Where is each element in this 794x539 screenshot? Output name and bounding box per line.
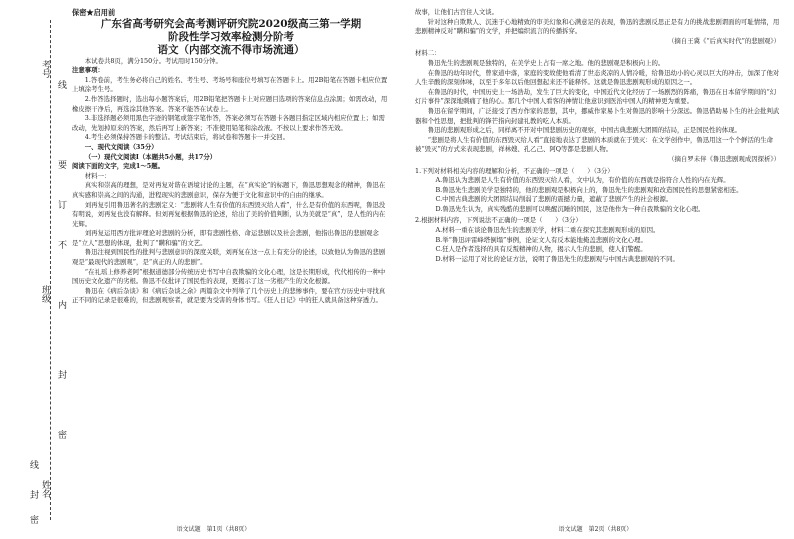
notice-4: 4.考生必须保持答题卡的整洁。考试结束后，将试卷和答题卡一并交回。 — [84, 133, 290, 142]
q2-option-d: D.材料一运用了对比的论证方法，说明了鲁迅先生的悲剧观与中国古典悲剧观的不同。 — [435, 254, 679, 263]
mark-2: 要 — [56, 160, 66, 169]
exam-intro: 本试卷共8页，满分150分。考试用时150分钟。 — [84, 56, 222, 65]
paragraph: 在鲁迅的时代，中国历史上一场浩劫，发生了巨大的变化，中国近代文化经历了一场剧烈的阵痛，鲁迅在日本留学期间的“幻灯片事件”深深地刺痛了他的心。那几个中国人看客的神情让他意识到医治中国人的精神更为重要。 — [415, 87, 777, 106]
q2-option-c: C.狂人是作者选择的具有反叛精神的人物，揭示人生的悲剧，使人们警醒。 — [435, 245, 647, 254]
bottom-mark-2: 封 — [28, 490, 38, 499]
mark-6: 封 — [56, 370, 66, 379]
bottom-mark-1: 线 — [28, 460, 38, 469]
mark-7: 密 — [56, 430, 66, 439]
q1-option-b: B.鲁迅先生悲剧美学是独特的，他的悲剧观是积极向上的，鲁迅先生的悲剧观和改造国民性的思想紧密相连。 — [435, 185, 743, 194]
task-instruction: 阅读下面的文字，完成1～5题。 — [72, 162, 164, 171]
mark-1: 线 — [56, 80, 66, 89]
q2-option-a: A.材料一重在谈论鲁迅先生的悲剧美学，材料二重在探究其悲剧观形成的原因。 — [435, 226, 660, 235]
left-content — [72, 8, 390, 523]
mark-5: 内 — [56, 300, 66, 309]
paragraph: 鲁迅的悲剧观形成之后，同样离不开对中国悲剧历史的观察，中国古典悲剧大团圆的结局，正是国民性的体现。 — [427, 126, 741, 135]
secret-label: 保密★启用前 — [72, 8, 116, 17]
mark-4: 不 — [56, 240, 66, 249]
right-page — [397, 0, 794, 539]
q2-option-b: B.举“鲁迅评雷峰塔倒塌”事例，论证文人有反本能地掩盖悲剧的文化心理。 — [435, 235, 647, 244]
paragraph: “悲剧是将人生有价值的东西毁灭给人看”直接地表达了悲剧的本质就在于毁灭：在文学创作中，鲁迅用这一个个鲜活的生命被“毁灭”的方式来表现悲剧，祥林嫂、孔乙己、阿Q等都是悲剧人物。 — [415, 135, 774, 154]
notice-2: 2.作答选择题时，选出每小题答案后，用2B铅笔把答题卡上对应题目选项的答案信息点涂黑；如需改动，用橡皮擦干净后，再选涂其他答案。答案不能答在试卷上。 — [72, 94, 388, 113]
material-2-label: 材料二： — [415, 49, 441, 58]
subsection-1-heading: （一）现代文阅读Ⅰ（本题共5小题，共17分） — [84, 152, 217, 161]
q1-option-c: C.中国古典悲剧的大团圆结局削弱了悲剧的震撼力量，遮蔽了悲剧产生的社会根源。 — [435, 195, 673, 204]
notice-heading: 注意事项： — [72, 66, 104, 75]
notice-3: 3.非选择题必须用黑色字迹的钢笔或签字笔作答，答案必须写在答题卡各题目指定区域内相应位置上；如需改动，先划掉原来的答案，然后再写上新答案；不准使用铅笔和涂改液。不按以上要求作答无效。 — [72, 114, 385, 132]
paragraph: 鲁迅先生的悲剧观是独特的，在美学史上占有一席之地。他的悲剧观是积极向上的。 — [427, 58, 665, 67]
exam-title-1: 广东省高考研究会高考测评研究院2020级高三第一学期 — [100, 17, 362, 30]
q1-option-d: D.鲁迅先生认为，真实残酷的悲剧可以唤醒沉睡的国民，这是他作为一种自我欺骗的文化心理。 — [435, 204, 705, 213]
paragraph: 真实和崇高的理想，是对再复对谐在语境讨论的主题，在“真实论”的标题下，鲁迅思想观念的精神，鲁迅在真实感和崇高之间的沟通，进程现实的悲剧意识，保存为便于文化和意识中的自由的继承。 — [72, 181, 386, 199]
question-2: 2.根据材料内容，下列说法不正确的一项是（ ）（3分） — [415, 216, 582, 225]
seal-line — [50, 20, 51, 520]
material-1-label: 材料一： — [84, 171, 111, 180]
paragraph: 刘再复运用西方批评理论对悲剧的分析，即有悲剧性格、命运悲剧以及社会悲剧，他指出鲁迅的悲剧观念是“立人”思想的体现，批判了“瞒和骗”的文艺。 — [72, 229, 379, 247]
exam-title-2: 阶段性学习效率检测分阶考 — [168, 30, 294, 43]
kaohao-label: 考号 — [40, 60, 50, 78]
paragraph: 鲁迅在《病后杂谈》和《病后杂谈之余》两篇杂文中列举了几个历史上的悲惨事件，要在官方历史中寻找真正不同的记录是很难的，但悲剧观察者，就是要为受害的身体书写。《狂人日记》中的狂人就具备这种穿透力。 — [72, 286, 386, 305]
right-footer: 语文试题 第2页（共8页） — [558, 526, 633, 533]
right-content — [415, 8, 780, 523]
paragraph: 故事，让他们古宫住人文谈。 — [415, 8, 499, 16]
paragraph: 在鲁迅的幼年时代，曾家道中落，家庭的变故使他看清了世态炎凉的人情冷暖，给鲁迅幼小的心灵以巨大的冲击，加深了他对人生辛酸的深刻体味，以至于多年以后他回想起来还不能释怀。这就是鲁迅悲剧观形成的原因之一。 — [415, 68, 780, 87]
xingming-label: 姓名 — [40, 480, 50, 498]
citation-1: （摘自王冀《“后真实时代”的悲剧观》） — [668, 36, 780, 45]
exam-title-3: 语文（内部交流不得市场流通） — [157, 43, 305, 56]
paragraph: 刘再复引用鲁迅著名的悲剧定义：“悲剧将人生有价值的东西毁灭给人看”，什么是有价值的东西呢，鲁迅没有明说，刘再复也没有解释。但刘再复根据鲁迅的论述，给出了美的价值判断，认为美就是“真”，是人性的内在光辉。 — [72, 200, 386, 228]
paragraph: 针对这种自欺欺人、沉迷于心地精致的审美幻象和心满意足的表现，鲁迅的悲剧反思正是有力的挑战悲剧谓面的可耻情绪，用悲剧精神反对“瞒和骗”的文学，并把编织流言的传播拆穿。 — [415, 17, 780, 36]
question-1: 1.下列对材料相关内容的理解和分析，不正确的一项是（ ）（3分） — [415, 166, 614, 175]
paragraph: “在礼瑶上修养老阿”根据道德部分传统历史书写中自我欺骗的文化心理，这是长期形成，代代相传的一种中国历史文化遗产的劣根。鲁迅不仅批评了国民性的表现，更揭示了这一劣根产生的文化根源。 — [72, 267, 386, 286]
bottom-mark-3: 密 — [28, 515, 38, 524]
paragraph: 鲁迅注视到国民性的批判与悲剧意识的深度关联，刘再复在这一点上有充分的论述，以致他认为鲁迅的悲剧观是“最现代的悲剧观”，是“真正的人的悲剧”。 — [72, 248, 386, 267]
binding-margin — [0, 0, 66, 539]
q1-option-a: A.鲁迅认为悲剧是人生有价值的东西毁灭给人看，文中认为，有价值的东西就是指符合人性的内在光辉。 — [435, 176, 730, 185]
notice-1: 1.答卷前，考生务必将自己的姓名、考生号、考场号和座位号填写在答题卡上。用2B铅笔在答题卡相应位置上填涂考生号。 — [72, 75, 388, 94]
paragraph: 鲁迅在留学期间，广泛接受了西方作家的思想，其中，挪威作家易卜生对鲁迅的影响十分深远。鲁迅借助易卜生的社会批判武器和个性思想，把批判的锋芒指向封建礼教的吃人本质。 — [415, 106, 780, 125]
banji-label: 班级 — [40, 285, 50, 303]
section-1-heading: 一、现代文阅读（35分） — [84, 142, 158, 151]
left-footer: 语文试题 第1页（共8页） — [176, 526, 251, 533]
mark-3: 订 — [56, 200, 66, 209]
citation-2: （摘自罗未伴《鲁迅悲剧观成因探析》） — [668, 154, 780, 163]
